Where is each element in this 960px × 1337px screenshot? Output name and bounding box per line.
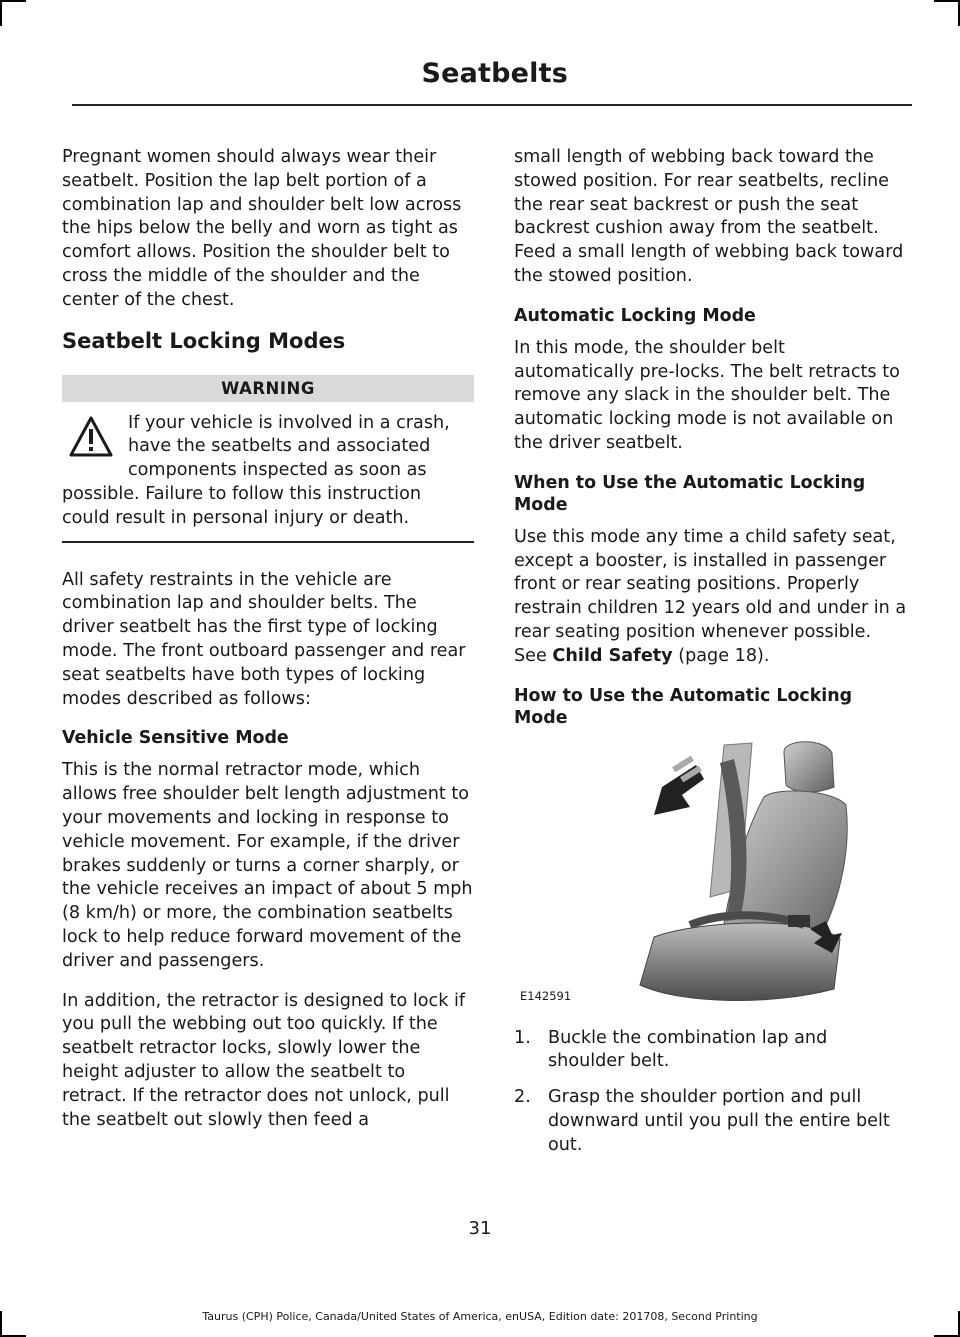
page-number: 31 bbox=[468, 1218, 492, 1239]
warning-triangle-icon bbox=[68, 414, 114, 460]
subheading-how-to-use: How to Use the Automatic Locking Mode bbox=[514, 685, 853, 728]
step-number: 2. bbox=[514, 1087, 531, 1108]
crop-mark bbox=[934, 0, 960, 2]
when-to-use-text: Use this mode any time a child safety seat, except a booster, is installed in passenger front or rear seating positions. Properly restrain children 12 years old and under in a rear seating position whenever possible. See bbox=[514, 526, 907, 666]
list-item bbox=[514, 1027, 908, 1075]
figure-code: E142591 bbox=[520, 988, 572, 1003]
step-text: Buckle the combination lap and shoulder belt. bbox=[548, 1027, 828, 1072]
step-number: 1. bbox=[514, 1027, 531, 1048]
restraints-paragraph: All safety restraints in the vehicle are combination lap and shoulder belts. The driver seatbelt has the first type of locking mode. The front outboard passenger and rear seat seatbelts have both types of locking modes described as follows: bbox=[62, 569, 466, 709]
right-column bbox=[514, 146, 908, 1170]
section-heading: Seatbelt Locking Modes bbox=[62, 328, 346, 353]
continued-paragraph: small length of webbing back toward the stowed position. For rear seatbelts, recline the rear seat backrest or push the seat backrest cushion away from the seatbelt. Feed a small length of webbing back toward the stowed position. bbox=[514, 147, 904, 286]
steps-list bbox=[514, 1027, 908, 1158]
footer-text: Taurus (CPH) Police, Canada/United States of America, enUSA, Edition date: 201708, Second Printing bbox=[202, 1310, 758, 1323]
when-to-use-paragraph bbox=[514, 526, 908, 669]
crop-mark bbox=[0, 0, 2, 26]
step-text: Grasp the shoulder portion and pull downward until you pull the entire belt out. bbox=[548, 1087, 890, 1155]
warning-divider bbox=[62, 541, 474, 543]
automatic-locking-paragraph: In this mode, the shoulder belt automatically pre-locks. The belt retracts to remove any slack in the shoulder belt. The automatic locking mode is not available on the driver seatbelt. bbox=[514, 337, 900, 453]
warning-box bbox=[62, 375, 474, 543]
page-title: Seatbelts bbox=[421, 58, 568, 89]
warning-body bbox=[62, 412, 474, 531]
warning-label: WARNING bbox=[62, 375, 474, 402]
retractor-paragraph: In addition, the retractor is designed to lock if you pull the webbing out too quickly. If the seatbelt retractor locks, slowly lower the height adjuster to allow the seatbelt to retract. If the retractor does not unlock, pull the seatbelt out slowly then feed a bbox=[62, 990, 466, 1130]
subheading-when-to-use: When to Use the Automatic Locking Mode bbox=[514, 472, 866, 515]
crop-mark bbox=[0, 0, 26, 2]
left-column bbox=[62, 146, 474, 1148]
child-safety-page-ref: (page 18). bbox=[672, 645, 770, 666]
subheading-vehicle-sensitive: Vehicle Sensitive Mode bbox=[62, 728, 289, 749]
vehicle-sensitive-paragraph: This is the normal retractor mode, which allows free shoulder belt length adjustment to your movements and locking in response to vehicle movement. For example, if the driver brakes suddenly or turns a corner sharply, or the vehicle receives an impact of about 5 mph (8 km/h) or more, the combination seatbelts lock to help reduce forward movement of the driver and passengers. bbox=[62, 760, 473, 971]
list-item bbox=[514, 1086, 908, 1157]
header-divider bbox=[72, 104, 912, 106]
intro-paragraph: Pregnant women should always wear their seatbelt. Position the lap belt portion of a combination lap and shoulder belt low across the hips below the belly and worn as tight as comfort allows. Position the shoulder belt to cross the middle of the shoulder and the center of the chest. bbox=[62, 147, 462, 310]
subheading-automatic-locking: Automatic Locking Mode bbox=[514, 305, 756, 326]
seat-illustration bbox=[514, 739, 908, 1011]
seatbelt-figure bbox=[514, 739, 908, 1011]
warning-text: If your vehicle is involved in a crash, have the seatbelts and associated components inspected as soon as possible. Failure to follow this instruction could result in personal injury or death. bbox=[62, 412, 450, 528]
child-safety-link[interactable]: Child Safety bbox=[552, 645, 673, 666]
